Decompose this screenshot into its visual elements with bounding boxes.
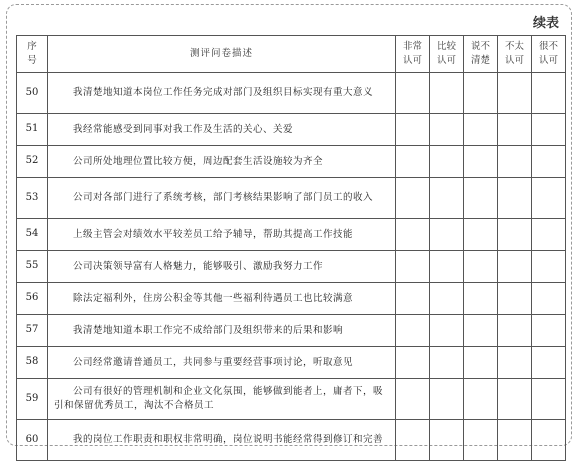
row-description: 我清楚地知道本岗位工作任务完成对部门及组织目标实现有重大意义 [48, 73, 396, 114]
rating-cell[interactable] [532, 420, 566, 461]
rating-cell[interactable] [464, 251, 498, 283]
rating-cell[interactable] [464, 219, 498, 251]
rating-cell[interactable] [430, 420, 464, 461]
row-description: 上级主管会对绩效水平较差员工给予辅导，帮助其提高工作技能 [48, 219, 396, 251]
rating-cell[interactable] [396, 114, 430, 146]
rating-cell[interactable] [430, 73, 464, 114]
header-rating-unsure: 说不 清楚 [464, 36, 498, 73]
table-row [17, 146, 566, 178]
rating-cell[interactable] [396, 283, 430, 315]
row-description: 我清楚地知道本职工作完不成给部门及组织带来的后果和影响 [48, 315, 396, 347]
rating-cell[interactable] [396, 73, 430, 114]
rating-cell[interactable] [532, 146, 566, 178]
table-row [17, 283, 566, 315]
rating-cell[interactable] [396, 219, 430, 251]
rating-cell[interactable] [498, 146, 532, 178]
rating-cell[interactable] [396, 315, 430, 347]
row-number: 57 [17, 315, 48, 347]
rating-cell[interactable] [430, 347, 464, 379]
row-description: 我经常能感受到同事对我工作及生活的关心、关爱 [48, 114, 396, 146]
row-number: 58 [17, 347, 48, 379]
rating-cell[interactable] [498, 283, 532, 315]
rating-cell[interactable] [532, 283, 566, 315]
rating-cell[interactable] [498, 73, 532, 114]
table-header-row [17, 36, 566, 73]
table-row [17, 178, 566, 219]
rating-cell[interactable] [430, 114, 464, 146]
row-description: 公司经常邀请普通员工，共同参与重要经营事项讨论，听取意见 [48, 347, 396, 379]
rating-cell[interactable] [464, 283, 498, 315]
header-seq: 序 号 [17, 36, 48, 73]
header-rating-agree: 比较 认可 [430, 36, 464, 73]
rating-cell[interactable] [464, 178, 498, 219]
rating-cell[interactable] [430, 146, 464, 178]
header-rating-strongly-agree: 非常 认可 [396, 36, 430, 73]
rating-cell[interactable] [396, 379, 430, 420]
table-row [17, 420, 566, 461]
row-number: 51 [17, 114, 48, 146]
rating-cell[interactable] [532, 379, 566, 420]
rating-cell[interactable] [498, 114, 532, 146]
survey-table [16, 35, 566, 461]
rating-cell[interactable] [464, 315, 498, 347]
rating-cell[interactable] [532, 219, 566, 251]
table-row [17, 219, 566, 251]
rating-cell[interactable] [430, 251, 464, 283]
header-description: 测评问卷描述 [48, 36, 396, 73]
header-rating-disagree: 不太 认可 [498, 36, 532, 73]
table-row [17, 347, 566, 379]
row-number: 56 [17, 283, 48, 315]
rating-cell[interactable] [430, 315, 464, 347]
header-rating-strongly-disagree: 很不 认可 [532, 36, 566, 73]
rating-cell[interactable] [430, 379, 464, 420]
rating-cell[interactable] [498, 315, 532, 347]
rating-cell[interactable] [396, 420, 430, 461]
table-row [17, 114, 566, 146]
rating-cell[interactable] [430, 283, 464, 315]
rating-cell[interactable] [498, 347, 532, 379]
row-description: 公司对各部门进行了系统考核，部门考核结果影响了部门员工的收入 [48, 178, 396, 219]
row-description: 我的岗位工作职责和职权非常明确，岗位说明书能经常得到修订和完善 [48, 420, 396, 461]
row-number: 52 [17, 146, 48, 178]
table-row [17, 315, 566, 347]
rating-cell[interactable] [430, 219, 464, 251]
row-description: 除法定福利外，住房公积金等其他一些福利待遇员工也比较满意 [48, 283, 396, 315]
rating-cell[interactable] [396, 251, 430, 283]
rating-cell[interactable] [464, 420, 498, 461]
rating-cell[interactable] [532, 347, 566, 379]
rating-cell[interactable] [464, 146, 498, 178]
row-number: 54 [17, 219, 48, 251]
rating-cell[interactable] [532, 315, 566, 347]
rating-cell[interactable] [464, 347, 498, 379]
rating-cell[interactable] [430, 178, 464, 219]
row-number: 53 [17, 178, 48, 219]
row-description: 公司所处地理位置比较方便，周边配套生活设施较为齐全 [48, 146, 396, 178]
row-number: 59 [17, 379, 48, 420]
rating-cell[interactable] [498, 178, 532, 219]
rating-cell[interactable] [396, 178, 430, 219]
row-number: 50 [17, 73, 48, 114]
rating-cell[interactable] [396, 146, 430, 178]
rating-cell[interactable] [532, 114, 566, 146]
row-description: 公司有很好的管理机制和企业文化氛围，能够做到能者上，庸者下，吸引和保留优秀员工，淘汰不合格员工 [48, 379, 396, 420]
rating-cell[interactable] [498, 251, 532, 283]
continued-label: 续表 [532, 16, 559, 31]
row-description: 公司决策领导富有人格魅力，能够吸引、激励我努力工作 [48, 251, 396, 283]
row-number: 55 [17, 251, 48, 283]
rating-cell[interactable] [464, 114, 498, 146]
rating-cell[interactable] [532, 73, 566, 114]
rating-cell[interactable] [498, 219, 532, 251]
table-row [17, 251, 566, 283]
rating-cell[interactable] [464, 379, 498, 420]
rating-cell[interactable] [532, 178, 566, 219]
rating-cell[interactable] [498, 420, 532, 461]
row-number: 60 [17, 420, 48, 461]
rating-cell[interactable] [396, 347, 430, 379]
table-row [17, 379, 566, 420]
rating-cell[interactable] [464, 73, 498, 114]
table-row [17, 73, 566, 114]
rating-cell[interactable] [498, 379, 532, 420]
rating-cell[interactable] [532, 251, 566, 283]
